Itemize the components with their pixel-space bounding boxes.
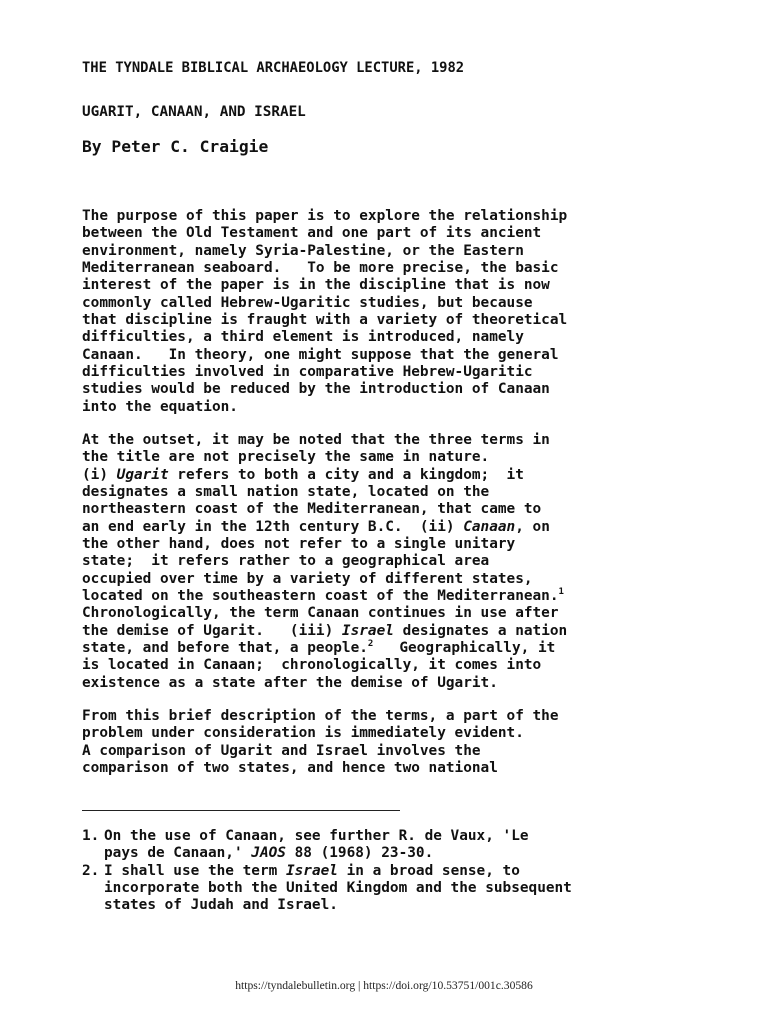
italic-term: Israel: [285, 862, 338, 879]
text-line: states of Judah and Israel.: [104, 897, 338, 914]
text-line: Mediterranean seaboard. To be more precise, the basic: [82, 260, 559, 277]
footnote-number: 1.: [82, 828, 100, 844]
text-line: designates a small nation state, located on the: [82, 484, 490, 501]
text-run: pays de Canaan,': [104, 845, 252, 862]
text-run: , on: [515, 518, 550, 535]
text-line: environment, namely Syria-Palestine, or the Eastern: [82, 242, 524, 259]
text-line: On the use of Canaan, see further R. de Vaux, 'Le: [104, 828, 529, 844]
text-line: interest of the paper is in the discipline that is now: [82, 277, 550, 294]
italic-term: Ugarit: [116, 466, 169, 483]
text-run: Geographically, it: [373, 640, 556, 657]
text-line: [104, 863, 722, 880]
footnotes: [82, 828, 722, 915]
footnote-2: [82, 863, 722, 915]
text-line: The purpose of this paper is to explore the relationship: [82, 208, 568, 224]
text-run: state, and before that, a people.: [82, 640, 368, 657]
text-line: northeastern coast of the Mediterranean, that came to: [82, 501, 542, 518]
text-run: 88 (1968) 23-30.: [285, 845, 434, 862]
text-line: A comparison of Ugarit and Israel involves the: [82, 742, 481, 759]
footnote-ref[interactable]: 1: [558, 587, 564, 598]
footnote-text: [104, 828, 722, 863]
text-line: the title are not precisely the same in nature.: [82, 449, 490, 466]
paragraph-problem: [82, 708, 722, 777]
text-line: Chronologically, the term Canaan continues in use after: [82, 605, 559, 622]
text-line: From this brief description of the terms, a part of the: [82, 708, 559, 724]
paragraph-introduction: [82, 208, 722, 416]
text-line: studies would be reduced by the introduction of Canaan: [82, 381, 550, 398]
text-line: [82, 467, 722, 484]
text-line: between the Old Testament and one part of its ancient: [82, 225, 542, 242]
text-line: into the equation.: [82, 398, 238, 415]
italic-term: JAOS: [251, 845, 286, 862]
text-line: comparison of two states, and hence two national: [82, 760, 498, 777]
text-line: is located in Canaan; chronologically, it comes into: [82, 657, 542, 674]
text-line: [82, 640, 722, 657]
text-line: the other hand, does not refer to a single unitary: [82, 536, 516, 553]
text-line: commonly called Hebrew-Ugaritic studies, but because: [82, 294, 533, 311]
text-line: [82, 588, 722, 605]
footnote-1: [82, 828, 722, 863]
footnote-divider: [82, 810, 400, 811]
text-line: incorporate both the United Kingdom and the subsequent: [104, 880, 572, 897]
text-run: the demise of Ugarit. (iii): [82, 622, 342, 639]
text-run: designates a nation: [393, 622, 568, 639]
text-line: existence as a state after the demise of Ugarit.: [82, 674, 498, 691]
lecture-series-heading: THE TYNDALE BIBLICAL ARCHAEOLOGY LECTURE, 1982: [82, 60, 465, 76]
author-byline: By Peter C. Craigie: [82, 137, 269, 156]
text-run: I shall use the term: [104, 862, 286, 879]
text-run: located on the southeastern coast of the Mediterranean.: [82, 588, 559, 605]
text-line: [104, 845, 722, 862]
footer-links[interactable]: https://tyndalebulletin.org | https://doi.org/10.53751/001c.30586: [235, 979, 533, 992]
text-line: difficulties, a third element is introduced, namely: [82, 329, 524, 346]
text-line: [82, 623, 722, 640]
text-line: occupied over time by a variety of different states,: [82, 570, 533, 587]
footnote-number: 2.: [82, 862, 100, 879]
text-run: refers to both a city and a kingdom; it: [168, 466, 524, 483]
paper-title: UGARIT, CANAAN, AND ISRAEL: [82, 104, 306, 120]
text-line: that discipline is fraught with a variety of theoretical: [82, 312, 568, 329]
text-line: At the outset, it may be noted that the three terms in: [82, 432, 550, 448]
text-run: (i): [82, 466, 117, 483]
italic-term: Canaan: [463, 518, 516, 535]
text-run: in a broad sense, to: [337, 862, 520, 879]
footnote-ref[interactable]: 2: [367, 639, 374, 650]
text-line: difficulties involved in comparative Hebrew-Ugaritic: [82, 364, 533, 381]
text-run: an end early in the 12th century B.C. (ii): [82, 518, 464, 535]
italic-term: Israel: [341, 622, 394, 639]
footnote-text: [104, 863, 722, 915]
text-line: problem under consideration is immediately evident.: [82, 725, 524, 742]
text-line: [82, 519, 722, 536]
paragraph-terms: [82, 432, 722, 692]
text-line: state; it refers rather to a geographical area: [82, 553, 490, 570]
text-line: Canaan. In theory, one might suppose that the general: [82, 346, 559, 363]
